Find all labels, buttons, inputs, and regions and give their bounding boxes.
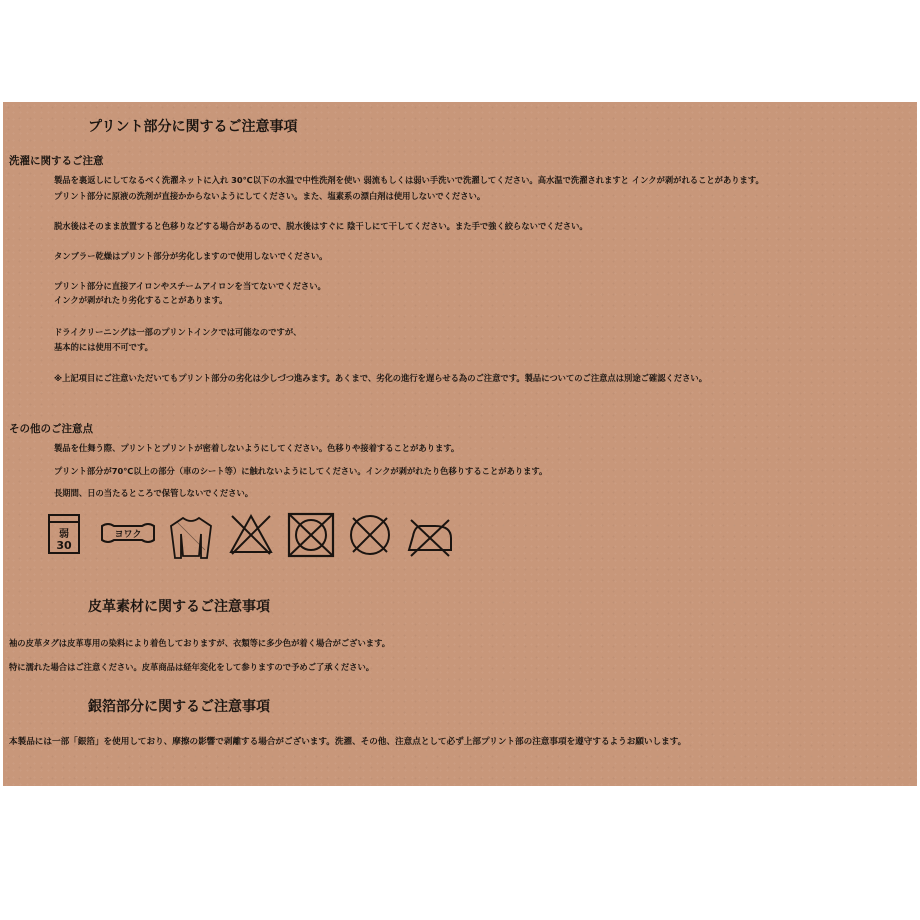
- no-bleach-icon: [228, 512, 274, 560]
- other-heading: その他のご注意点: [9, 423, 93, 435]
- foil-text: 本製品には一部「銀箔」を使用しており、摩擦の影響で剥離する場合がございます。洗濯、その他、注意点として必ず上部プリント部の注意事項を遵守するようお願いします。: [9, 737, 687, 747]
- washing-heading: 洗濯に関するご注意: [9, 155, 104, 167]
- washing-line: インクが剥がれたり劣化することがあります。: [54, 295, 228, 305]
- other-line: 長期間、日の当たるところで保管しないでください。: [54, 488, 254, 498]
- other-line: 製品を仕舞う際、プリントとプリントが密着しないようにしてください。色移りや接着することがあります。: [54, 443, 460, 453]
- hand-wash-30-icon: [45, 512, 85, 560]
- shade-hang-dry-icon: [167, 514, 215, 564]
- washing-line: 基本的には使用不可です。: [54, 342, 153, 352]
- no-tumble-dry-icon: [287, 512, 335, 562]
- wring-label: ヨワク: [114, 530, 142, 540]
- washing-line: タンブラー乾燥はプリント部分が劣化しますので使用しないでください。: [54, 251, 328, 261]
- no-dry-clean-icon: [347, 512, 393, 562]
- washing-line: 脱水後はそのまま放置すると色移りなどする場合があるので、脱水後はすぐに 陰干しにて干してください。また手で強く絞らないでください。: [54, 221, 588, 231]
- wash-temp-label: 30: [56, 539, 72, 552]
- leather-section-title: 皮革素材に関するご注意事項: [88, 599, 270, 615]
- print-section-title: プリント部分に関するご注意事項: [88, 119, 298, 135]
- washing-line: プリント部分に原液の洗剤が直接かからないようにしてください。また、塩素系の漂白剤は使用しないでください。: [54, 191, 486, 201]
- washing-line: 製品を裏返しにしてなるべく洗濯ネットに入れ 30℃以下の水温で中性洗剤を使い 弱流もしくは弱い手洗いで洗濯してください。高水温で洗濯されますと インクが剥がれることがあります。: [54, 175, 764, 185]
- leather-line: 特に濡れた場合はご注意ください。皮革商品は経年変化をして参りますので予めご了承ください。: [9, 662, 375, 672]
- other-line: プリント部分が70℃以上の部分（車のシート等）に触れないようにしてください。インクが剥がれたり色移りすることがあります。: [54, 466, 548, 476]
- washing-line: ドライクリーニングは一部のプリントインクでは可能なのですが、: [54, 327, 302, 337]
- no-iron-icon: [405, 516, 455, 562]
- washing-note: ※上記項目にご注意いただいてもプリント部分の劣化は少しづつ進みます。あくまで、劣化の進行を遅らせる為のご注意です。製品についてのご注意点は別途ご確認ください。: [54, 373, 707, 383]
- washing-line: プリント部分に直接アイロンやスチームアイロンを当てないでください。: [54, 281, 326, 291]
- gentle-wring-icon: [100, 520, 156, 550]
- foil-section-title: 銀箔部分に関するご注意事項: [88, 699, 270, 715]
- wash-strength-label: 弱: [59, 529, 69, 540]
- leather-line: 袖の皮革タグは皮革専用の染料により着色しておりますが、衣類等に多少色が着く場合がございます。: [9, 638, 390, 648]
